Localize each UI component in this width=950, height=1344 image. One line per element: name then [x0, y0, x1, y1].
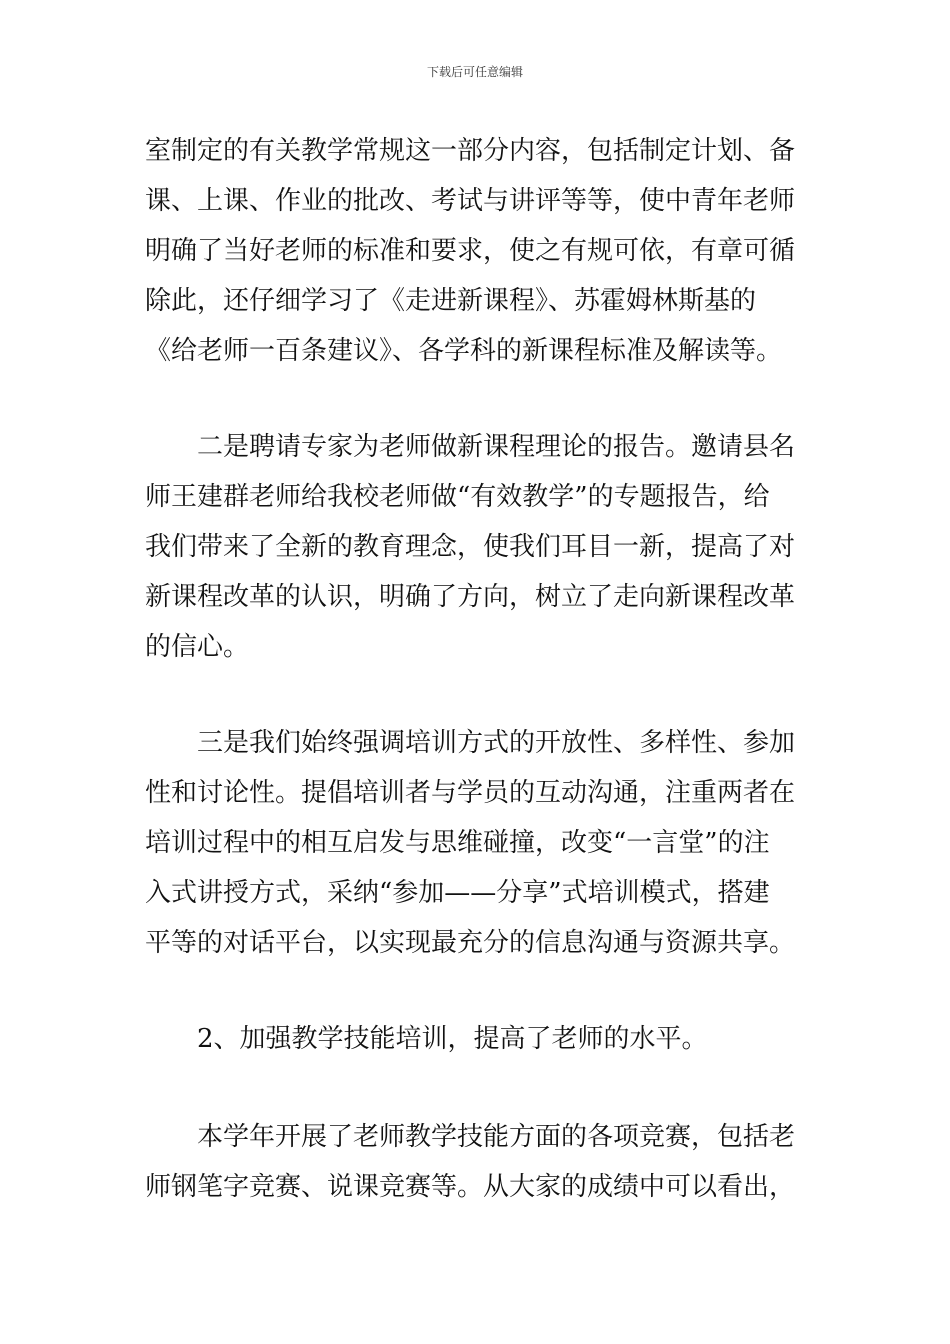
paragraph-5 [145, 1112, 805, 1212]
text-line: 明确了当好老师的标准和要求，使之有规可依，有章可循 [145, 236, 796, 266]
text-line: 入式讲授方式，采纳“参加——分享”式培训模式，搭建 [145, 878, 770, 908]
text-line: 新课程改革的认识，明确了方向，树立了走向新课程改革 [145, 582, 796, 612]
page-header: 下载后可任意编辑 [426, 65, 523, 79]
text-line: 平等的对话平台，以实现最充分的信息沟通与资源共享。 [145, 928, 796, 958]
text-line: 室制定的有关教学常规这一部分内容，包括制定计划、备 [145, 136, 796, 166]
text-line: 课、上课、作业的批改、考试与讲评等等，使中青年老师 [145, 186, 796, 216]
text-line: 本学年开展了老师教学技能方面的各项竞赛，包括老 [197, 1122, 796, 1152]
text-line: 我们带来了全新的教育理念，使我们耳目一新，提高了对 [145, 532, 796, 562]
text-line: 二是聘请专家为老师做新课程理论的报告。邀请县名 [197, 432, 796, 462]
text-line: 除此，还仔细学习了《走进新课程》、苏霍姆林斯基的 [145, 286, 757, 316]
paragraph-3 [145, 718, 805, 968]
text-line: 师钢笔字竞赛、说课竞赛等。从大家的成绩中可以看出， [145, 1172, 796, 1202]
text-line: 培训过程中的相互启发与思维碰撞，改变“一言堂”的注 [145, 828, 770, 858]
text-line: 三是我们始终强调培训方式的开放性、多样性、参加 [197, 728, 796, 758]
text-line: 师王建群老师给我校老师做“有效教学”的专题报告，给 [145, 482, 770, 512]
text-line: 2、加强教学技能培训，提高了老师的水平。 [197, 1024, 708, 1054]
text-line: 性和讨论性。提倡培训者与学员的互动沟通，注重两者在 [145, 778, 796, 808]
paragraph-1 [145, 126, 805, 376]
paragraph-4 [145, 1014, 805, 1064]
text-line: 的信心。 [145, 632, 250, 662]
paragraph-2 [145, 422, 805, 672]
text-line: 《给老师一百条建议》、各学科的新课程标准及解读等。 [145, 336, 783, 366]
